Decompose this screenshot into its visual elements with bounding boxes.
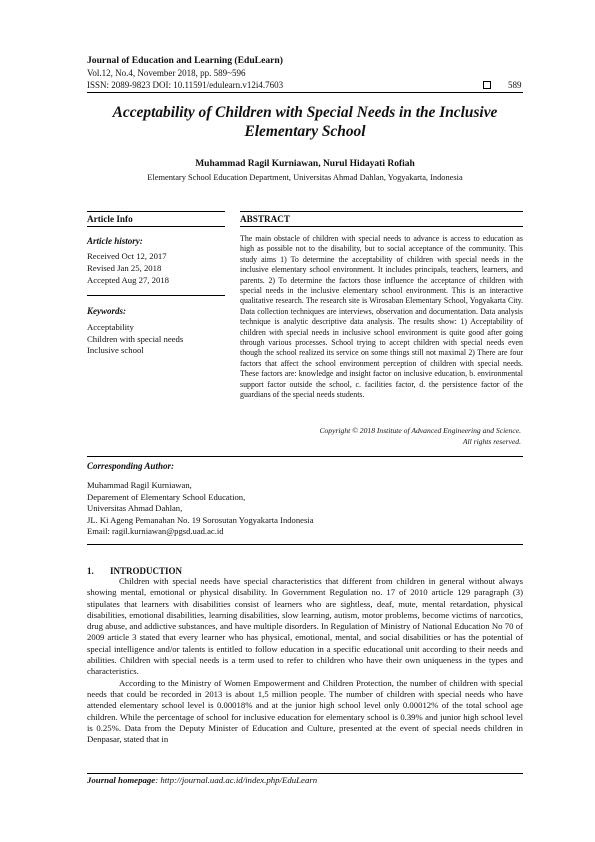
rights-line: All rights reserved.	[462, 436, 521, 446]
paper-authors: Muhammad Ragil Kurniawan, Nurul Hidayati Rofiah	[195, 159, 415, 169]
keywords-heading: Keywords:	[87, 306, 126, 316]
square-icon	[483, 81, 491, 89]
section-title: INTRODUCTION	[110, 566, 183, 576]
corresponding-bottom-rule	[87, 544, 523, 545]
introduction-body	[87, 576, 523, 745]
author-email: Email: ragil.kurniawan@pgsd.uad.ac.id	[87, 526, 224, 537]
footer-rule	[87, 773, 523, 774]
paragraph: Children with special needs have special characteristics that different from children in general without always showing mental, emotional or physical disability. In Government Regulation no. 17 of 2010 article 129 paragraph (3) stipulates that learners with disabilities consist of learners who are sightless, deaf, mute, mental retardation, physical disabilities, emotional disabilities, learning disabilities, slow learning, autism, motor problems, become victims of narcotics, drug abuse, and addictive substances, and have multiple disorders. In Regulation of Ministry of National Education No 70 of 2009 article 3 stated that every learner who has physical, emotional, mental, and social disabilities or has the potential of special intelligence and/or talents is entitled to follow education in a specific educational unit according to their needs and abilities. Children with special needs is a term used to refer to children who have their own uniqueness in the types and characteristics.	[87, 576, 523, 677]
journal-issn-doi: ISSN: 2089-9823 DOI: 10.11591/edulearn.v12i4.7603	[87, 80, 284, 90]
page-number: 589	[508, 80, 522, 90]
homepage-url[interactable]: : http://journal.uad.ac.id/index.php/EduLearn	[155, 775, 318, 785]
paper-title: Acceptability of Children with Special Needs in the Inclusive Elementary School	[112, 104, 498, 140]
copyright-line: Copyright © 2018 Institute of Advanced Engineering and Science.	[319, 426, 521, 435]
abstract-sub-rule	[240, 226, 523, 227]
article-info-heading: Article Info	[87, 214, 133, 224]
corresponding-author-block	[87, 480, 314, 538]
journal-homepage	[87, 775, 317, 785]
header-divider	[87, 92, 523, 93]
abstract-top-rule	[240, 211, 523, 212]
accepted-date: Accepted Aug 27, 2018	[87, 275, 170, 285]
journal-volume: Vol.12, No.4, November 2018, pp. 589~596	[87, 68, 246, 78]
keyword-item: Children with special needs	[87, 334, 184, 344]
author-address: JL. Ki Ageng Pemanahan No. 19 Sorosutan Yogyakarta Indonesia	[87, 514, 314, 525]
corresponding-author-heading: Corresponding Author:	[87, 461, 174, 471]
keyword-item: Inclusive school	[87, 345, 144, 355]
section-number: 1.	[87, 566, 94, 576]
received-date: Received Oct 12, 2017	[87, 251, 167, 261]
author-department: Deparement of Elementary School Education,	[87, 491, 246, 502]
copyright-notice	[240, 426, 521, 447]
journal-name: Journal of Education and Learning (EduLearn)	[87, 55, 283, 66]
revised-date: Revised Jan 25, 2018	[87, 263, 162, 273]
abstract-heading: ABSTRACT	[240, 214, 291, 224]
info-top-rule	[87, 211, 225, 212]
keyword-item: Acceptability	[87, 322, 134, 332]
keywords-rule	[87, 295, 225, 296]
author-affiliation: Elementary School Education Department, Universitas Ahmad Dahlan, Yogyakarta, Indonesia	[147, 173, 463, 182]
author-university: Universitas Ahmad Dahlan,	[87, 503, 183, 514]
article-history-heading: Article history:	[87, 236, 143, 246]
abstract-text: The main obstacle of children with special needs to advance is access to education as high as possible not to the disability, but to social acceptance of the community. This study aims 1) To determine the acceptability of children with special needs in the inclusive elementary school environment. It includes principals, teachers, learners, and parents. 2) To determine the factors those influence the acceptance of children with special needs in the inclusive elementary school environment. This is an interactive qualitative research. The research site is Wirosaban Elementary School, Yogyakarta City. Data collection techniques are interviews, observation and documentation. Data analysis technique is analytic descriptive data analysis. The results show: 1) Acceptability of children with special needs in inclusive school environment is quite good after going through various processes. School trying to accept children with special needs even though the school realized its service on some things still not maximal 2) There are four factors that affect the school environment perception of children with special needs. These factors are: knowledge and insight factor on inclusive education, b. environmental support factor outside the school, c. facilities factor, d. the persistence factor of the guardians of the special needs students.	[240, 234, 523, 400]
introduction-heading	[87, 566, 182, 576]
info-sub-rule	[87, 226, 225, 227]
paragraph: According to the Ministry of Women Empowerment and Children Protection, the number of children with special needs that could be recorded in 2013 is about 1,5 million people. The number of children with special needs who have attended elementary school level is 0.00018% and at the junior high school level only 0.00012% of the total school age children. While the percentage of school for inclusive education for elementary school is 0.39% and junior high school level is 0.25%. Data from the Deputy Minister of Education and Culture, presented at the event of special needs children in Denpasar, stated that in	[87, 677, 523, 745]
corresponding-rule	[87, 456, 523, 457]
homepage-label: Journal homepage	[87, 775, 156, 785]
author-name: Muhammad Ragil Kurniawan,	[87, 480, 192, 490]
